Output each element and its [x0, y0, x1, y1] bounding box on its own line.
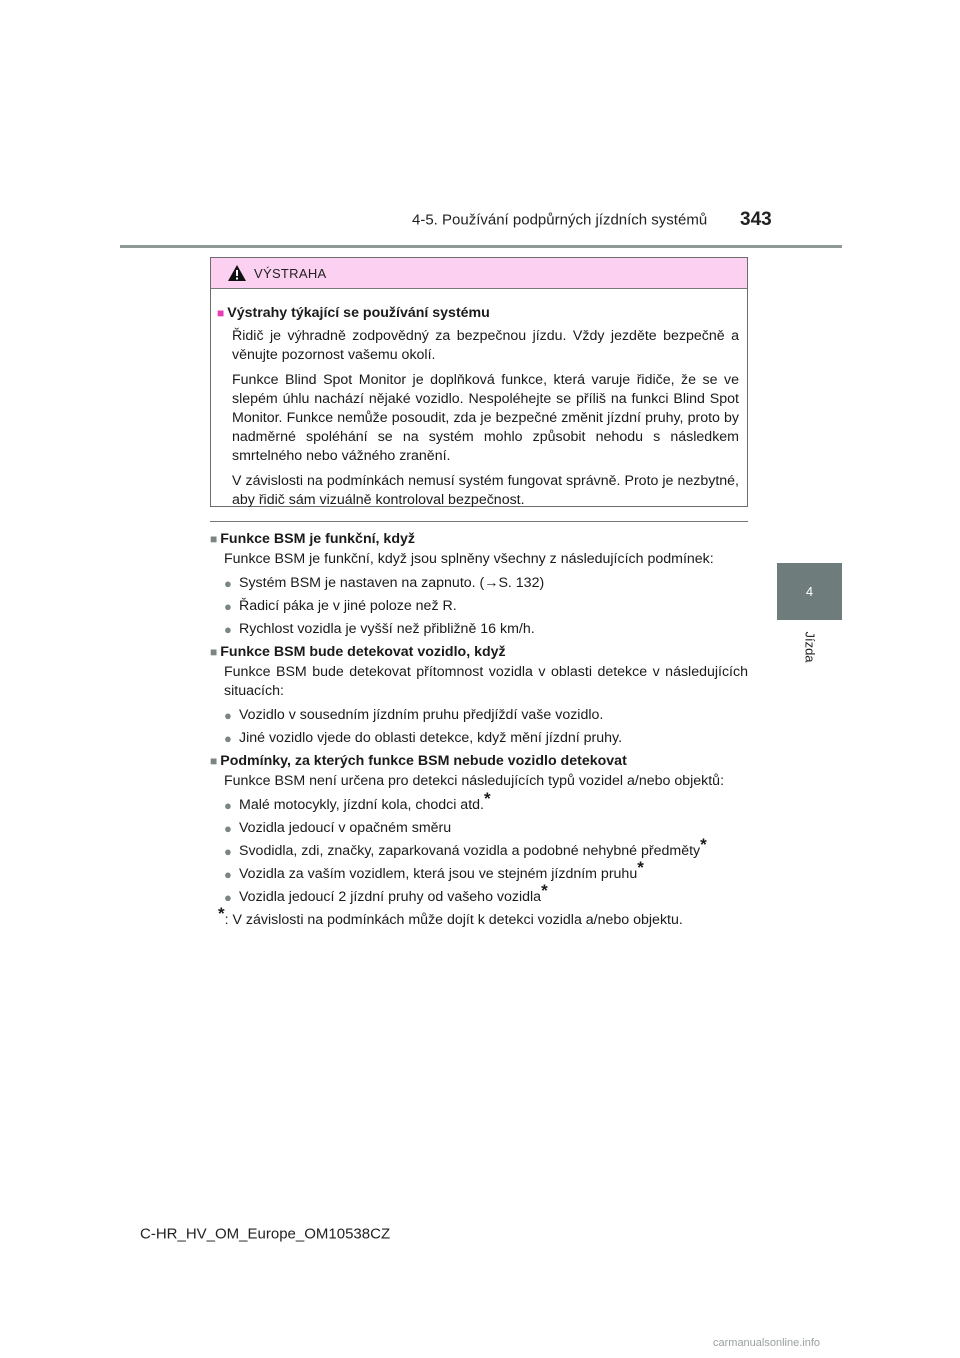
list-item: ● Vozidla jedoucí v opačném směru	[224, 820, 452, 836]
warning-heading: ■ Výstrahy týkající se používání systému	[217, 305, 490, 321]
warning-paragraph: Řidič je výhradně zodpovědný za bezpečnou jízdu. Vždy jezděte bezpečně a věnujte pozornost vašemu okolí.	[232, 328, 739, 363]
square-bullet-icon: ■	[217, 306, 225, 320]
asterisk-mark: *	[218, 904, 225, 923]
footnote: *: V závislosti na podmínkách může dojít k detekci vozidla a/nebo objektu.	[218, 904, 683, 928]
warning-triangle-icon	[227, 264, 247, 282]
square-bullet-icon: ■	[210, 645, 218, 659]
section-intro: Funkce BSM je funkční, když jsou splněny všechny z následujících podmínek:	[224, 551, 714, 567]
list-item: ● Rychlost vozidla je vyšší než přibližně 16 km/h.	[224, 621, 535, 637]
section-heading: ■ Funkce BSM bude detekovat vozidlo, když	[210, 644, 506, 660]
page-number: 343	[740, 209, 772, 230]
list-item: ● Svodidla, zdi, značky, zaparkovaná vozidla a podobné nehybné předměty*	[224, 835, 707, 859]
list-item: ● Systém BSM je nastaven na zapnuto. (→S. 132)	[224, 575, 545, 591]
chapter-tab-number: 4	[805, 584, 814, 599]
header-rule	[120, 245, 842, 248]
list-item: ● Řadicí páka je v jiné poloze než R.	[224, 598, 457, 614]
circle-bullet-icon: ●	[224, 798, 232, 813]
asterisk-mark: *	[541, 881, 548, 900]
section-separator	[210, 521, 748, 522]
asterisk-mark: *	[700, 835, 707, 854]
circle-bullet-icon: ●	[224, 844, 232, 859]
square-bullet-icon: ■	[210, 754, 218, 768]
list-item: ● Vozidlo v sousedním jízdním pruhu předjíždí vaše vozidlo.	[224, 707, 604, 723]
section-heading: ■ Funkce BSM je funkční, když	[210, 531, 415, 547]
list-item: ● Vozidla za vaším vozidlem, která jsou ve stejném jízdním pruhu*	[224, 858, 644, 882]
warning-paragraph: Funkce Blind Spot Monitor je doplňková funkce, která varuje řidiče, že se ve slepém úhlu nachází nějaké vozidlo. Nespoléhejte se příliš na funkci Blind Spot Monitor. Funkce nemůže posoudit, zda je bezpečné změnit jízdní pruhy, proto by nadměrné spoléhání se na systém mohlo způsobit nehodu s následkem smrtelného nebo vážného zranění.	[232, 372, 739, 464]
warning-title: VÝSTRAHA	[254, 266, 327, 281]
circle-bullet-icon: ●	[224, 731, 232, 746]
list-item: ● Vozidla jedoucí 2 jízdní pruhy od vašeho vozidla*	[224, 881, 548, 905]
warning-header	[211, 258, 747, 289]
footer-doc-id: C-HR_HV_OM_Europe_OM10538CZ	[140, 1225, 391, 1243]
section-intro: Funkce BSM není určena pro detekci následujících typů vozidel a/nebo objektů:	[224, 773, 725, 789]
header-section-title: 4-5. Používání podpůrných jízdních systémů	[412, 211, 708, 229]
circle-bullet-icon: ●	[224, 708, 232, 723]
warning-box	[210, 257, 748, 507]
square-bullet-icon: ■	[210, 532, 218, 546]
circle-bullet-icon: ●	[224, 622, 232, 637]
section-heading: ■ Podmínky, za kterých funkce BSM nebude vozidlo detekovat	[210, 753, 627, 769]
warning-body	[211, 289, 747, 510]
list-item: ● Malé motocykly, jízdní kola, chodci atd.*	[224, 789, 491, 813]
section-intro: Funkce BSM bude detekovat přítomnost vozidla v oblasti detekce v následujících situacích:	[224, 664, 748, 699]
circle-bullet-icon: ●	[224, 599, 232, 614]
watermark: carmanualsonline.info	[713, 1337, 821, 1349]
circle-bullet-icon: ●	[224, 890, 232, 905]
asterisk-mark: *	[483, 789, 491, 808]
asterisk-mark: *	[637, 858, 644, 877]
content	[210, 530, 748, 930]
circle-bullet-icon: ●	[224, 576, 232, 591]
chapter-tab-label: Jízda	[802, 631, 818, 663]
circle-bullet-icon: ●	[224, 867, 232, 882]
chapter-tab[interactable]	[777, 563, 842, 620]
list-item: ● Jiné vozidlo vjede do oblasti detekce, když mění jízdní pruhy.	[224, 730, 623, 746]
circle-bullet-icon: ●	[224, 821, 232, 836]
warning-paragraph: V závislosti na podmínkách nemusí systém fungovat správně. Proto je nezbytné, aby řidič sám vizuálně kontroloval bezpečnost.	[232, 473, 739, 508]
